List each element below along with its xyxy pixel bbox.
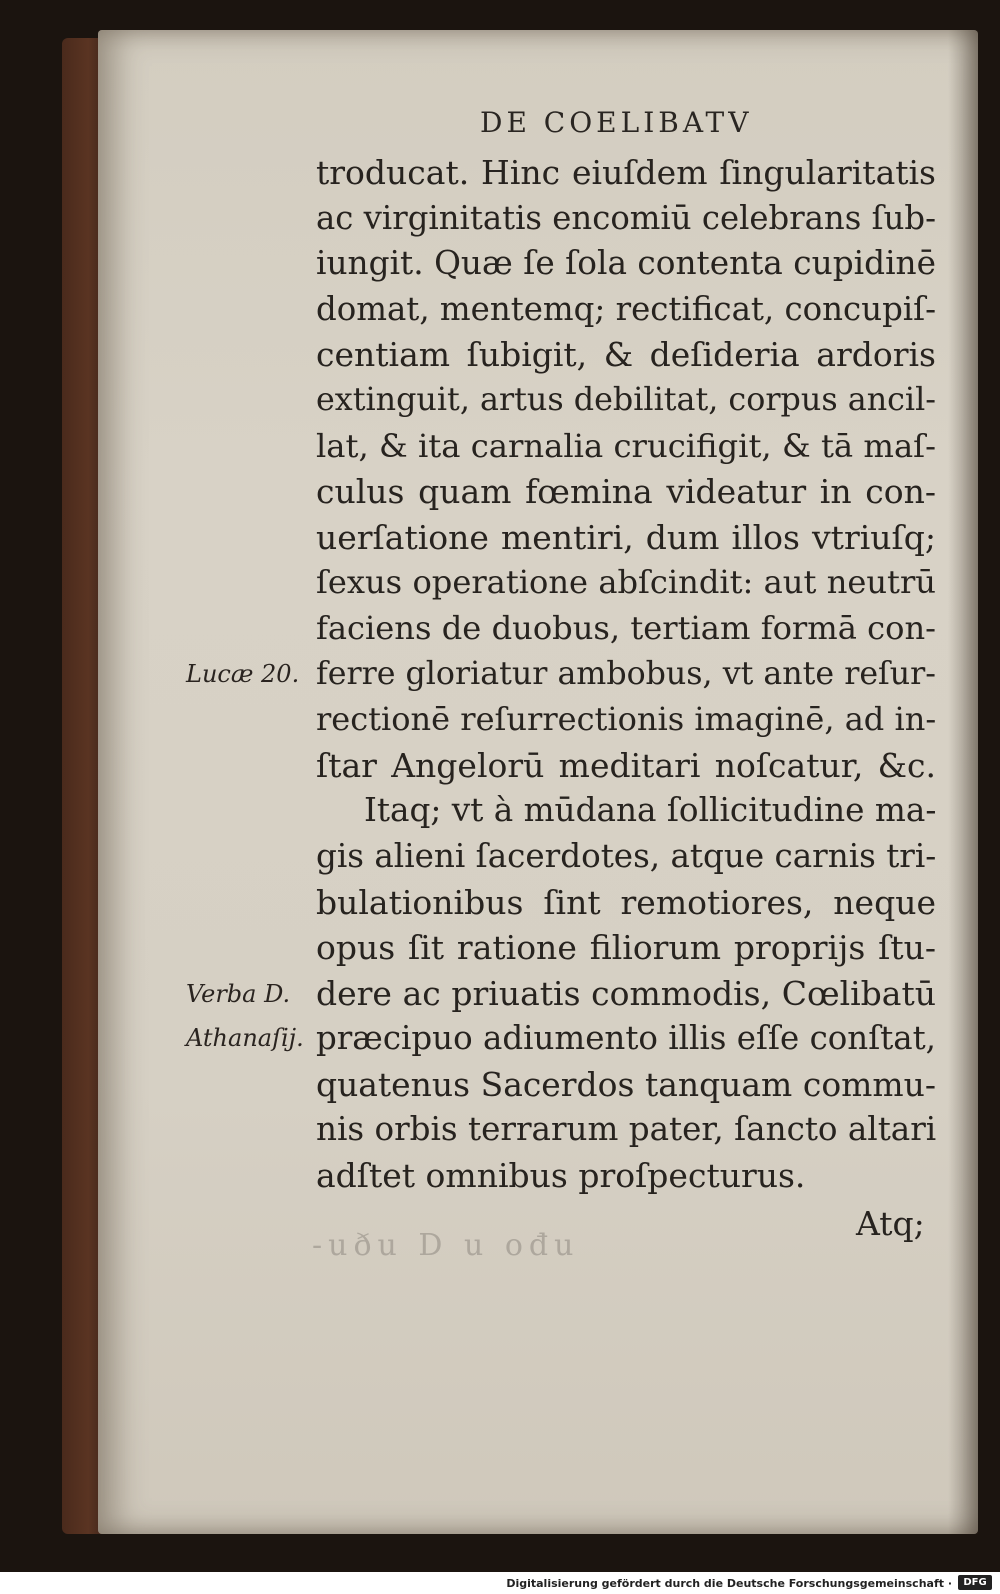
text-line: opus ſit ratione filiorum proprijs ſtu- — [316, 928, 936, 968]
text-line: dere ac priuatis commodis, Cœlibatū — [316, 973, 936, 1013]
text-line: præcipuo adiumento illis eſſe conſtat, — [316, 1019, 936, 1058]
margin-note-luke: Lucæ 20. — [186, 660, 300, 688]
text-line: ſexus operatione abſcindit: aut neutrū — [316, 563, 936, 602]
page-gutter-shadow — [948, 30, 978, 1534]
text-line: adſtet omnibus proſpecturus. — [316, 1156, 806, 1196]
text-line: troducat. Hinc eiuſdem ſingularitatis — [316, 153, 936, 192]
text-line: iungit. Quæ ſe ſola contenta cupidinē — [316, 244, 936, 283]
bleed-through-text: -uðu D u ođu — [312, 1228, 580, 1263]
text-line: domat, mentemq; rectificat, concupiſ- — [316, 289, 937, 328]
text-line: bulationibus ſint remotiores, neque — [316, 882, 936, 922]
text-line: uerſatione mentiri, dum illos vtriuſq; — [316, 517, 936, 557]
text-line: culus quam fœmina videatur in con- — [316, 472, 936, 512]
text-line-paragraph-start: Itaq; vt à mūdana ſollicitudine ma- — [364, 791, 937, 830]
text-line: centiam ſubigit, & deſideria ardoris — [316, 335, 936, 375]
margin-note-athanasius: Athanaſij. — [186, 1024, 304, 1052]
text-line: lat, & ita carnalia crucifigit, & tā maſ- — [316, 426, 936, 465]
text-line: gis alieni ſacerdotes, atque carnis tri- — [316, 836, 937, 875]
funding-credit: Digitalisierung gefördert durch die Deutsche Forschungsgemeinschaft · — [506, 1577, 952, 1590]
text-line: rectionē reſurrectionis imaginē, ad in- — [316, 700, 937, 739]
running-head: DE COELIBATV — [480, 106, 753, 139]
catchword: Atq; — [856, 1204, 925, 1243]
margin-note-verba: Verba D. — [186, 980, 291, 1008]
text-line: ac virginitatis encomiū celebrans ſub- — [316, 198, 936, 237]
text-line: nis orbis terrarum pater, ſancto altari — [316, 1110, 937, 1149]
text-line: quatenus Sacerdos tanquam commu- — [316, 1064, 936, 1104]
body-text — [316, 150, 936, 1199]
text-line: ferre gloriatur ambobus, vt ante reſur- — [316, 655, 936, 692]
text-line: ſtar Angelorū meditari noſcatur, &c. — [316, 745, 936, 785]
text-line: extinguit, artus debilitat, corpus ancil- — [316, 381, 936, 418]
dfg-logo: DFG — [958, 1575, 992, 1590]
text-line: faciens de duobus, tertiam formā con- — [316, 608, 936, 647]
